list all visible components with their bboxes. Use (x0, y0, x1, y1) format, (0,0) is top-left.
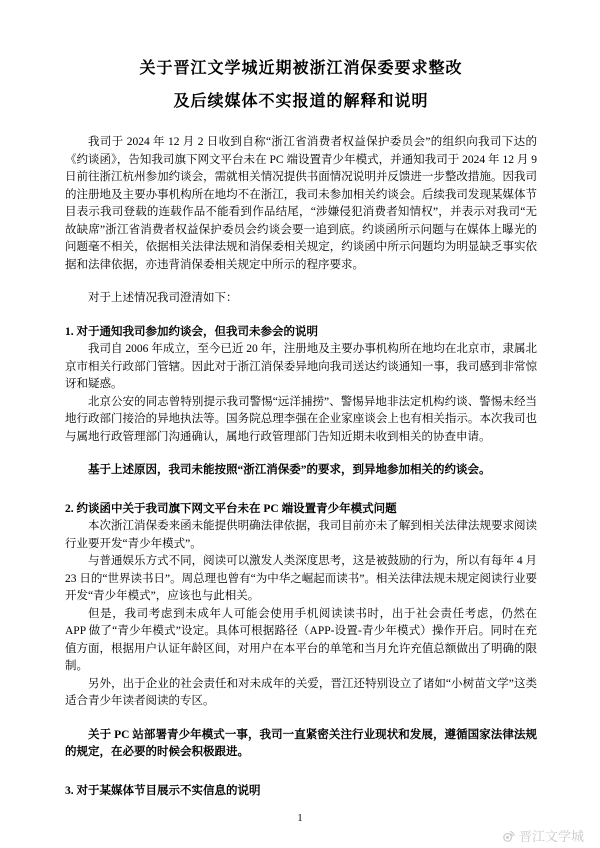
section-2-paragraph-1: 本次浙江消保委来函未能提供明确法律依据，我司目前亦未了解到相关法律法规要求阅读行业要开发“青少年模式”。 (65, 520, 537, 550)
section-2-paragraph-3: 但是，我司考虑到未成年人可能会使用手机阅读读书时，出于社会责任考虑，仍然在 APP 做了“青少年模式”设定。具体可根据路径（APP-设置-青少年模式）操作开启。同时在充值方面，根据用户认证年龄区间，对用户在本平台的单笔和当月允许充值总额做出了明确的限制。 (65, 607, 537, 672)
section-1-paragraph-2: 北京公安的同志曾特别提示我司警惕“远洋捕捞”、警惕异地非法定机构约谈、警惕未经当地行政部门接洽的异地执法等。国务院总理李强在企业家座谈会上也有相关指示。本次我司也与属地行政管理部门沟通确认，属地行政管理部门告知近期未收到相关的协查申请。 (65, 395, 537, 443)
section-1-paragraph-1: 我司自 2006 年成立，至今已近 20 年，注册地及主要办事机构所在地均在北京市，隶属北京市相关行政部门管辖。因此对于浙江消保委异地向我司送达约谈通知一事，我司感到非常惊讶和疑惑。 (65, 343, 537, 390)
clarify-paragraph: 对于上述情况我司澄清如下： (88, 292, 238, 304)
page-number: 1 (297, 813, 303, 824)
section-2-paragraph-4: 另外，出于企业的社会责任和对未成年的关爱，晋江还特别设立了诸如“小树苗文学”这类适合青少年读者阅读的专区。 (65, 677, 537, 707)
watermark-text: 晋江文学城 (518, 829, 584, 844)
weibo-icon (502, 829, 516, 843)
section-1-heading: 1. 对于通知我司参加约谈会，但我司未参会的说明 (65, 325, 318, 338)
title-line-2: 及后续媒体不实报道的解释和说明 (173, 93, 429, 110)
document-title (65, 52, 537, 118)
intro-paragraph: 我司于 2024 年 12 月 2 日收到自称“浙江省消费者权益保护委员会”的组织向我司下达的《约谈函》，告知我司旗下网文平台未在 PC 端设置青少年模式，并通知我司于 2024 年 12 月 9 日前往浙江杭州参加约谈会，需就相关情况提供书面情况说明并反馈进一步整改措施。因我司的注册地及主要办事机构所在地均不在浙江，我司未参加相关约谈会。后续我司发现某媒体节目表示我司登载的连载作品不能看到作品结尾，“涉嫌侵犯消费者知情权”，并表示对我司“无故缺席”浙江省消费者权益保护委员会约谈会要一追到底。约谈函所示问题与在媒体上曝光的问题毫不相关，依据相关法律法规和消保委相关规定，约谈函中所示问题均为明显缺乏事实依据和法律依据，亦违背消保委相关规定中所示的程序要求。 (65, 136, 537, 271)
section-1-conclusion: 基于上述原因，我司未能按照“浙江消保委”的要求，到异地参加相关的约谈会。 (88, 464, 491, 476)
watermark (502, 826, 584, 845)
section-3-heading: 3. 对于某媒体节目展示不实信息的说明 (65, 784, 261, 797)
title-line-1: 关于晋江文学城近期被浙江消保委要求整改 (139, 60, 463, 77)
section-2-heading: 2. 约谈函中关于我司旗下网文平台未在 PC 端设置青少年模式问题 (65, 502, 397, 515)
section-2-conclusion: 关于 PC 站部署青少年模式一事，我司一直紧密关注行业现状和发展，遵循国家法律法规的规定，在必要的时候会积极跟进。 (65, 728, 537, 758)
section-2-paragraph-2: 与普通娱乐方式不同，阅读可以激发人类深度思考，这是被鼓励的行为，所以有每年 4 月 23 日的“世界读书日”。周总理也曾有“为中华之崛起而读书”。相关法律法规未规定阅读行业要开发“青少年模式”，应该也与此相关。 (65, 555, 537, 602)
